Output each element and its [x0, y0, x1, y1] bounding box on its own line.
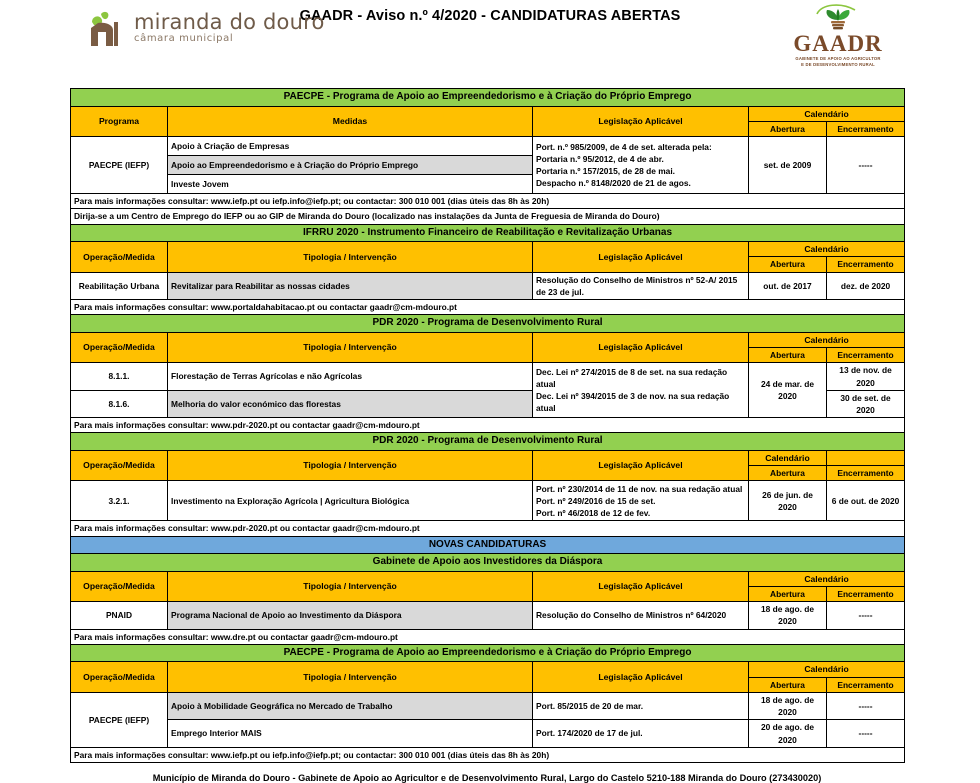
col-header-calendario: Calendário	[749, 242, 905, 257]
cell-operacao: 8.1.6.	[71, 390, 168, 417]
note-text: Para mais informações consultar: www.pdr-2020.pt ou contactar gaadr@cm-mdouro.pt	[71, 521, 905, 536]
col-header-legislacao: Legislação Aplicável	[533, 242, 749, 273]
table-row	[71, 720, 905, 747]
cell-encerramento: 13 de nov. de 2020	[827, 363, 905, 390]
note-row	[71, 194, 905, 209]
cell-tipologia: Emprego Interior MAIS	[168, 720, 533, 747]
col-header-legislacao: Legislação Aplicável	[533, 662, 749, 693]
col-header-encerramento: Encerramento	[827, 587, 905, 602]
section-band-label: NOVAS CANDIDATURAS	[71, 536, 905, 554]
col-header-encerramento: Encerramento	[827, 677, 905, 692]
col-header-legislacao: Legislação Aplicável	[533, 571, 749, 602]
col-header-legislacao: Legislação Aplicável	[533, 332, 749, 363]
cell-abertura: 18 de ago. de 2020	[749, 602, 827, 629]
col-header-tipologia: Tipologia / Intervenção	[168, 242, 533, 273]
col-header-operacao-medida: Operação/Medida	[71, 450, 168, 481]
col-header-encerramento: Encerramento	[827, 348, 905, 363]
note-row	[71, 418, 905, 433]
col-header-spacer	[827, 450, 905, 465]
table-header-row-6	[71, 662, 905, 677]
gaadr-plant-icon	[758, 2, 918, 32]
candidaturas-table	[70, 88, 904, 763]
section-band-label: PAECPE - Programa de Apoio ao Empreendedorismo e à Criação do Próprio Emprego	[71, 644, 905, 662]
section-band-label: PAECPE - Programa de Apoio ao Empreendedorismo e à Criação do Próprio Emprego	[71, 89, 905, 107]
cell-operacao: PAECPE (IEFP)	[71, 692, 168, 747]
col-header-calendario: Calendário	[749, 106, 905, 121]
col-header-abertura: Abertura	[749, 121, 827, 136]
col-header-tipologia: Tipologia / Intervenção	[168, 332, 533, 363]
table-row	[71, 602, 905, 629]
section-band-novas-candidaturas	[71, 536, 905, 554]
document-header	[0, 0, 980, 68]
col-header-calendario: Calendário	[749, 662, 905, 677]
footer-address: Município de Miranda do Douro - Gabinete de Apoio ao Agricultor e de Desenvolvimento Rural, Largo do Castelo 5210-188 Miranda do Douro (273430020)	[152, 773, 822, 783]
cell-legislacao: Port. n.º 985/2009, de 4 de set. alterada pela: Portaria n.º 95/2012, de 4 de abr. Portaria n.º 157/2015, de 28 de mai. Despacho n.º 8148/2020 de 21 de agos.	[533, 137, 749, 194]
cell-abertura: set. de 2009	[749, 137, 827, 194]
table-row	[71, 481, 905, 521]
table-header-row-1	[71, 106, 905, 121]
miranda-do-douro-logo	[86, 6, 325, 46]
table-header-row-4	[71, 450, 905, 465]
section-band-diaspora	[71, 554, 905, 572]
col-header-calendario: Calendário	[749, 571, 905, 586]
section-band-label: Gabinete de Apoio aos Investidores da Diáspora	[71, 554, 905, 572]
note-row	[71, 521, 905, 536]
cell-medida: Apoio ao Empreendedorismo e à Criação do Próprio Emprego	[168, 156, 533, 175]
section-band-label: PDR 2020 - Programa de Desenvolvimento Rural	[71, 315, 905, 333]
cell-encerramento: -----	[827, 602, 905, 629]
col-header-calendario: Calendário	[749, 450, 827, 465]
table-row	[71, 363, 905, 390]
col-header-abertura: Abertura	[749, 587, 827, 602]
gaadr-logo-subtitle: GABINETE DE APOIO AO AGRICULTOR E DE DESENVOLVIMENTO RURAL	[795, 56, 881, 68]
col-header-encerramento: Encerramento	[827, 121, 905, 136]
section-band-paecpe-1	[71, 89, 905, 107]
section-band-pdr-1	[71, 315, 905, 333]
cell-encerramento: 30 de set. de 2020	[827, 390, 905, 417]
cell-legislacao: Port. 174/2020 de 17 de jul.	[533, 720, 749, 747]
gaadr-logo	[758, 2, 918, 69]
note-text: Dirija-se a um Centro de Emprego do IEFP ou ao GIP de Miranda do Douro (localizado nas instalações da Junta de Freguesia de Miranda do Douro)	[71, 209, 905, 224]
note-text: Para mais informações consultar: www.iefp.pt ou iefp.info@iefp.pt; ou contactar: 300 010 001 (dias úteis das 8h às 20h)	[71, 194, 905, 209]
cell-abertura: 24 de mar. de 2020	[749, 363, 827, 418]
section-band-ifrru	[71, 224, 905, 242]
table-header-row-3	[71, 332, 905, 347]
col-header-legislacao: Legislação Aplicável	[533, 450, 749, 481]
section-band-label: IFRRU 2020 - Instrumento Financeiro de Reabilitação e Revitalização Urbanas	[71, 224, 905, 242]
note-row	[71, 209, 905, 224]
cell-abertura: 26 de jun. de 2020	[749, 481, 827, 521]
cell-tipologia: Melhoria do valor económico das florestas	[168, 390, 533, 417]
cell-legislacao: Port. 85/2015 de 20 de mar.	[533, 692, 749, 719]
cell-legislacao: Resolução do Conselho de Ministros nº 52-A/ 2015 de 23 de jul.	[533, 272, 749, 299]
col-header-tipologia: Tipologia / Intervenção	[168, 571, 533, 602]
cell-encerramento: dez. de 2020	[827, 272, 905, 299]
note-row	[71, 629, 905, 644]
col-header-encerramento: Encerramento	[827, 257, 905, 272]
cell-tipologia: Apoio à Mobilidade Geográfica no Mercado de Trabalho	[168, 692, 533, 719]
col-header-programa: Programa	[71, 106, 168, 137]
cell-encerramento: -----	[827, 692, 905, 719]
note-row	[71, 747, 905, 762]
col-header-operacao-medida: Operação/Medida	[71, 662, 168, 693]
cell-operacao: PNAID	[71, 602, 168, 629]
col-header-abertura: Abertura	[749, 348, 827, 363]
note-text: Para mais informações consultar: www.iefp.pt ou iefp.info@iefp.pt; ou contactar: 300 010 001 (dias úteis das 8h às 20h)	[71, 747, 905, 762]
cell-tipologia: Florestação de Terras Agrícolas e não Agrícolas	[168, 363, 533, 390]
col-header-operacao-medida: Operação/Medida	[71, 571, 168, 602]
col-header-operacao-medida: Operação/Medida	[71, 332, 168, 363]
note-text: Para mais informações consultar: www.pdr-2020.pt ou contactar gaadr@cm-mdouro.pt	[71, 418, 905, 433]
col-header-tipologia: Tipologia / Intervenção	[168, 662, 533, 693]
cell-encerramento: 6 de out. de 2020	[827, 481, 905, 521]
table-header-row-5	[71, 571, 905, 586]
note-text: Para mais informações consultar: www.portaldahabitacao.pt ou contactar gaadr@cm-mdouro.pt	[71, 300, 905, 315]
col-header-encerramento: Encerramento	[827, 466, 905, 481]
cell-abertura: 18 de ago. de 2020	[749, 692, 827, 719]
table-row	[71, 272, 905, 299]
cell-encerramento: -----	[827, 720, 905, 747]
col-header-tipologia: Tipologia / Intervenção	[168, 450, 533, 481]
col-header-calendario: Calendário	[749, 332, 905, 347]
miranda-logo-mark-icon	[86, 6, 130, 46]
logo-municipality-sub: câmara municipal	[134, 33, 234, 44]
col-header-operacao-medida: Operação/Medida	[71, 242, 168, 273]
section-band-paecpe-2	[71, 644, 905, 662]
cell-operacao: 3.2.1.	[71, 481, 168, 521]
note-row	[71, 300, 905, 315]
section-band-label: PDR 2020 - Programa de Desenvolvimento Rural	[71, 433, 905, 451]
col-header-abertura: Abertura	[749, 257, 827, 272]
note-text: Para mais informações consultar: www.dre.pt ou contactar gaadr@cm-mdouro.pt	[71, 629, 905, 644]
cell-abertura: out. de 2017	[749, 272, 827, 299]
page-title: GAADR - Aviso n.º 4/2020 - CANDIDATURAS ABERTAS	[299, 8, 681, 24]
cell-medida: Apoio à Criação de Empresas	[168, 137, 533, 156]
col-header-abertura: Abertura	[749, 677, 827, 692]
table-row	[71, 692, 905, 719]
cell-operacao: Reabilitação Urbana	[71, 272, 168, 299]
table-header-row-2	[71, 242, 905, 257]
cell-encerramento: -----	[827, 137, 905, 194]
cell-medida: Investe Jovem	[168, 175, 533, 194]
cell-programa: PAECPE (IEFP)	[71, 137, 168, 194]
cell-abertura: 20 de ago. de 2020	[749, 720, 827, 747]
cell-operacao: 8.1.1.	[71, 363, 168, 390]
section-band-pdr-2	[71, 433, 905, 451]
gaadr-logo-name: GAADR	[793, 31, 883, 56]
col-header-abertura: Abertura	[749, 466, 827, 481]
col-header-legislacao: Legislação Aplicável	[533, 106, 749, 137]
col-header-medidas: Medidas	[168, 106, 533, 137]
logo-municipality-name: miranda do douro	[134, 10, 325, 34]
cell-legislacao: Resolução do Conselho de Ministros nº 64/2020	[533, 602, 749, 629]
cell-tipologia: Revitalizar para Reabilitar as nossas cidades	[168, 272, 533, 299]
cell-legislacao: Dec. Lei nº 274/2015 de 8 de set. na sua redação atual Dec. Lei nº 394/2015 de 3 de nov. na sua redação atual	[533, 363, 749, 418]
cell-tipologia: Programa Nacional de Apoio ao Investimento da Diáspora	[168, 602, 533, 629]
cell-legislacao: Port. nº 230/2014 de 11 de nov. na sua redação atual Port. nº 249/2016 de 15 de set. Port. nº 46/2018 de 12 de fev.	[533, 481, 749, 521]
table-row	[71, 137, 905, 156]
cell-tipologia: Investimento na Exploração Agrícola | Agricultura Biológica	[168, 481, 533, 521]
